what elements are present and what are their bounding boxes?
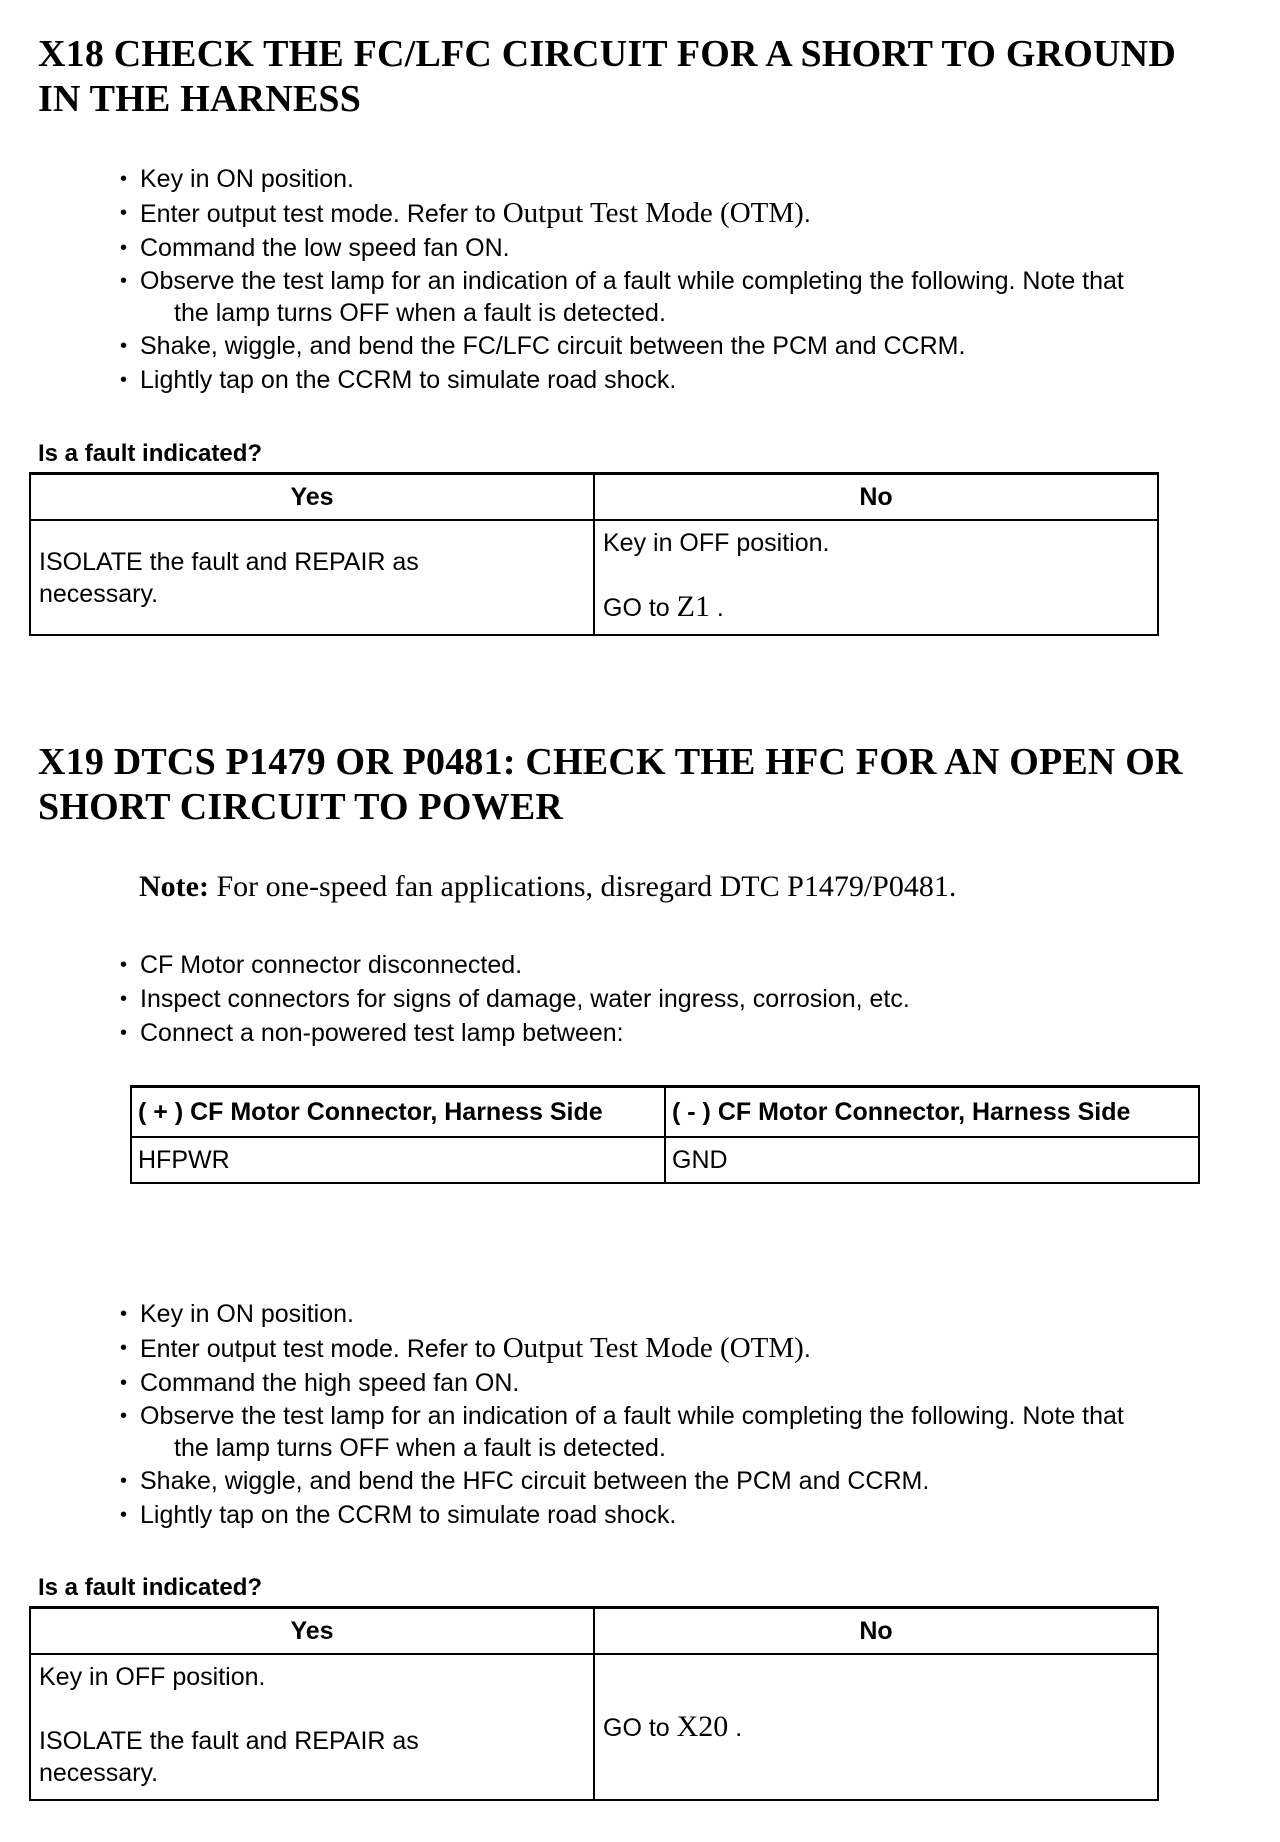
bullet-icon: •: [120, 168, 128, 190]
bullet-icon: •: [120, 270, 128, 292]
x19-pre-step-list: [116, 948, 1256, 1050]
list-item: • Shake, wiggle, and bend the FC/LFC circuit between the PCM and CCRM.: [116, 329, 1256, 363]
bullet-icon: •: [120, 1405, 128, 1427]
bullet-icon: •: [120, 1470, 128, 1492]
no-cell: Key in OFF position. GO to Z1 .: [594, 520, 1158, 635]
x19-question: Is a fault indicated?: [38, 1574, 263, 1601]
list-item: • Command the low speed fan ON.: [116, 231, 1256, 265]
bullet-icon: •: [120, 988, 128, 1010]
no-header: No: [594, 1608, 1158, 1655]
minus-header: ( - ) CF Motor Connector, Harness Side: [665, 1087, 1199, 1138]
yes-header: Yes: [30, 474, 594, 521]
list-item: • Inspect connectors for signs of damage, water ingress, corrosion, etc.: [116, 982, 1256, 1016]
x19-title-line-1: X19 DTCS P1479 OR P0481: CHECK THE HFC FOR AN OPEN OR: [38, 741, 1183, 783]
note-label: Note:: [139, 870, 209, 903]
x19-step-list: [116, 1297, 1256, 1532]
yes-cell: Key in OFF position. ISOLATE the fault and REPAIR as necessary.: [30, 1654, 594, 1800]
x19-decision-table: [29, 1606, 1159, 1801]
bullet-icon: •: [120, 1022, 128, 1044]
list-item: • Command the high speed fan ON.: [116, 1366, 1256, 1400]
x18-step-list: [116, 162, 1256, 397]
yes-header: Yes: [30, 1608, 594, 1655]
list-item: • Enter output test mode. Refer to Output Test Mode (OTM).: [120, 1332, 811, 1364]
bullet-icon: •: [120, 1337, 128, 1359]
list-item: • Observe the test lamp for an indication of a fault while completing the following. Note that the lamp turns OFF when a fault is detected.: [120, 1402, 1124, 1462]
output-test-mode-link[interactable]: Output Test Mode (OTM): [502, 197, 804, 229]
minus-value: GND: [665, 1137, 1199, 1183]
x18-decision-table: [29, 472, 1159, 636]
list-item: • Observe the test lamp for an indication of a fault while completing the following. Note that the lamp turns OFF when a fault is detected.: [120, 267, 1124, 327]
go-to-x20-link[interactable]: X20: [676, 1709, 729, 1743]
go-to-z1-link[interactable]: Z1: [676, 590, 710, 623]
list-item: • Shake, wiggle, and bend the HFC circuit between the PCM and CCRM.: [116, 1464, 1256, 1498]
list-item: • Lightly tap on the CCRM to simulate road shock.: [116, 363, 1256, 397]
x18-title-line-2: IN THE HARNESS: [38, 78, 362, 120]
x19-step-title: [38, 740, 1238, 830]
x18-question: Is a fault indicated?: [38, 440, 263, 467]
list-item: • CF Motor connector disconnected.: [116, 948, 1256, 982]
plus-value: HFPWR: [131, 1137, 665, 1183]
x18-step-title: [38, 32, 1238, 122]
no-cell: GO to X20 .: [594, 1654, 1158, 1800]
list-item: • Connect a non-powered test lamp between:: [116, 1016, 1256, 1050]
bullet-icon: •: [120, 1372, 128, 1394]
bullet-icon: •: [120, 202, 128, 224]
bullet-icon: •: [120, 335, 128, 357]
no-header: No: [594, 474, 1158, 521]
list-item: • Lightly tap on the CCRM to simulate road shock.: [116, 1498, 1256, 1532]
list-item: • Key in ON position.: [116, 1297, 1256, 1331]
bullet-icon: •: [120, 237, 128, 259]
x19-title-line-2: SHORT CIRCUIT TO POWER: [38, 786, 564, 828]
plus-header: ( + ) CF Motor Connector, Harness Side: [131, 1087, 665, 1138]
bullet-icon: •: [120, 1504, 128, 1526]
output-test-mode-link[interactable]: Output Test Mode (OTM): [502, 1332, 804, 1364]
x19-pin-table: [130, 1085, 1200, 1184]
yes-cell: ISOLATE the fault and REPAIR as necessary.: [30, 520, 594, 635]
x18-title-line-1: X18 CHECK THE FC/LFC CIRCUIT FOR A SHORT TO GROUND: [38, 33, 1176, 75]
list-item: • Key in ON position.: [116, 162, 1256, 196]
list-item: • Enter output test mode. Refer to Output Test Mode (OTM).: [120, 197, 811, 229]
x19-note: Note: For one-speed fan applications, disregard DTC P1479/P0481.: [139, 870, 957, 903]
bullet-icon: •: [120, 1303, 128, 1325]
bullet-icon: •: [120, 369, 128, 391]
bullet-icon: •: [120, 954, 128, 976]
